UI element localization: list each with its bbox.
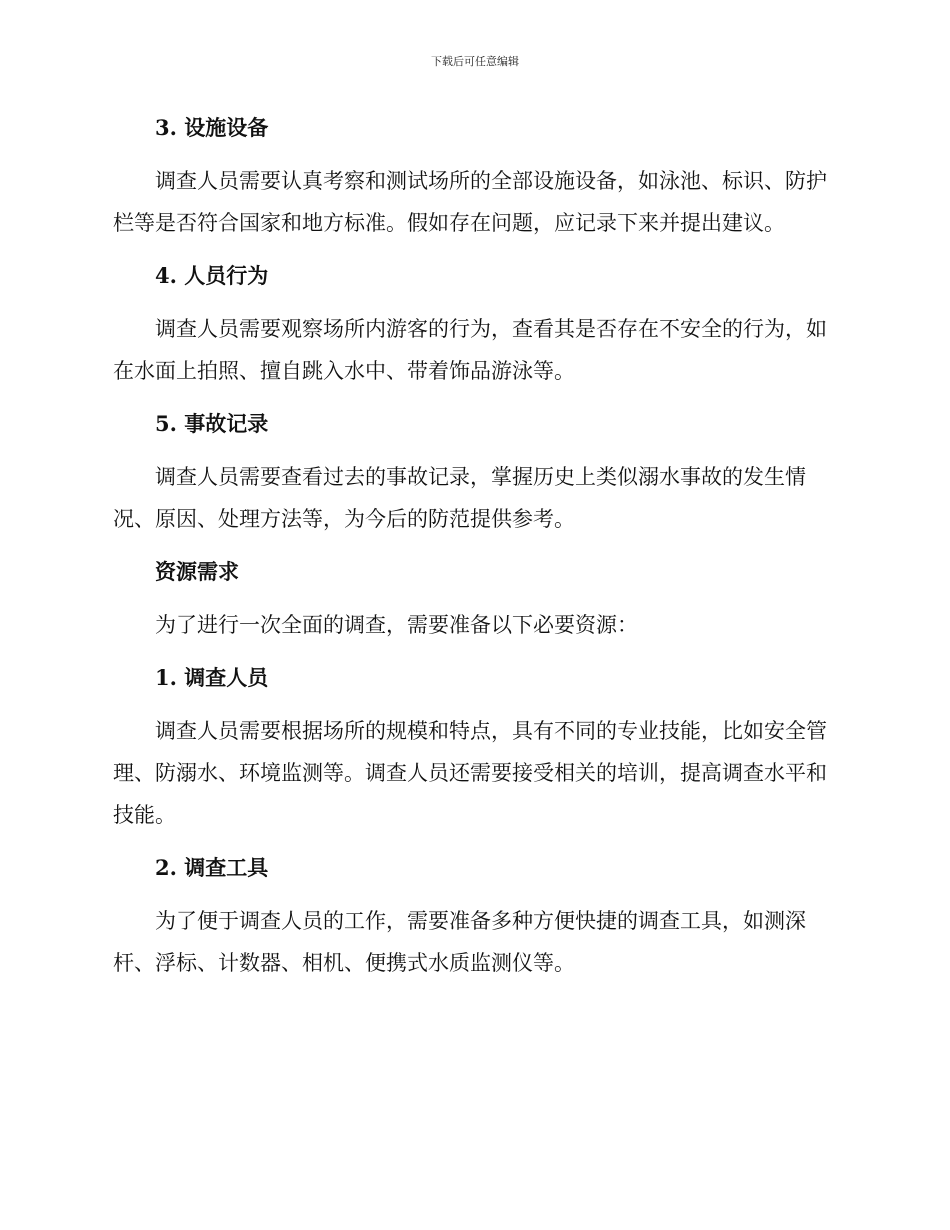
section-heading: 2. 调查工具 [155, 855, 269, 880]
section-investigation-tools [113, 848, 833, 984]
section-paragraph: 调查人员需要认真考察和测试场所的全部设施设备，如泳池、标识、防护栏等是否符合国家和地方标准。假如存在问题，应记录下来并提出建议。 [113, 169, 827, 235]
section-facilities [113, 108, 833, 256]
document-body [113, 108, 833, 984]
section-paragraph: 调查人员需要根据场所的规模和特点，具有不同的专业技能，比如安全管理、防溺水、环境监测等。调查人员还需要接受相关的培训，提高调查水平和技能。 [113, 719, 827, 827]
section-heading: 3. 设施设备 [155, 115, 269, 140]
section-investigators [113, 658, 833, 848]
section-accident-records [113, 404, 833, 552]
section-paragraph: 为了便于调查人员的工作，需要准备多种方便快捷的调查工具，如测深杆、浮标、计数器、相机、便携式水质监测仪等。 [113, 909, 806, 975]
section-heading: 1. 调查人员 [155, 665, 269, 690]
section-paragraph: 为了进行一次全面的调查，需要准备以下必要资源： [155, 613, 638, 637]
section-paragraph: 调查人员需要观察场所内游客的行为，查看其是否存在不安全的行为，如在水面上拍照、擅自跳入水中、带着饰品游泳等。 [113, 317, 827, 383]
section-paragraph: 调查人员需要查看过去的事故记录，掌握历史上类似溺水事故的发生情况、原因、处理方法等，为今后的防范提供参考。 [113, 465, 806, 531]
page-header: 下载后可任意编辑 [431, 55, 519, 68]
section-heading: 4. 人员行为 [155, 263, 269, 288]
section-personnel-behavior [113, 256, 833, 404]
section-heading: 资源需求 [155, 559, 239, 584]
section-resource-needs [113, 552, 833, 658]
section-heading: 5. 事故记录 [155, 411, 269, 436]
